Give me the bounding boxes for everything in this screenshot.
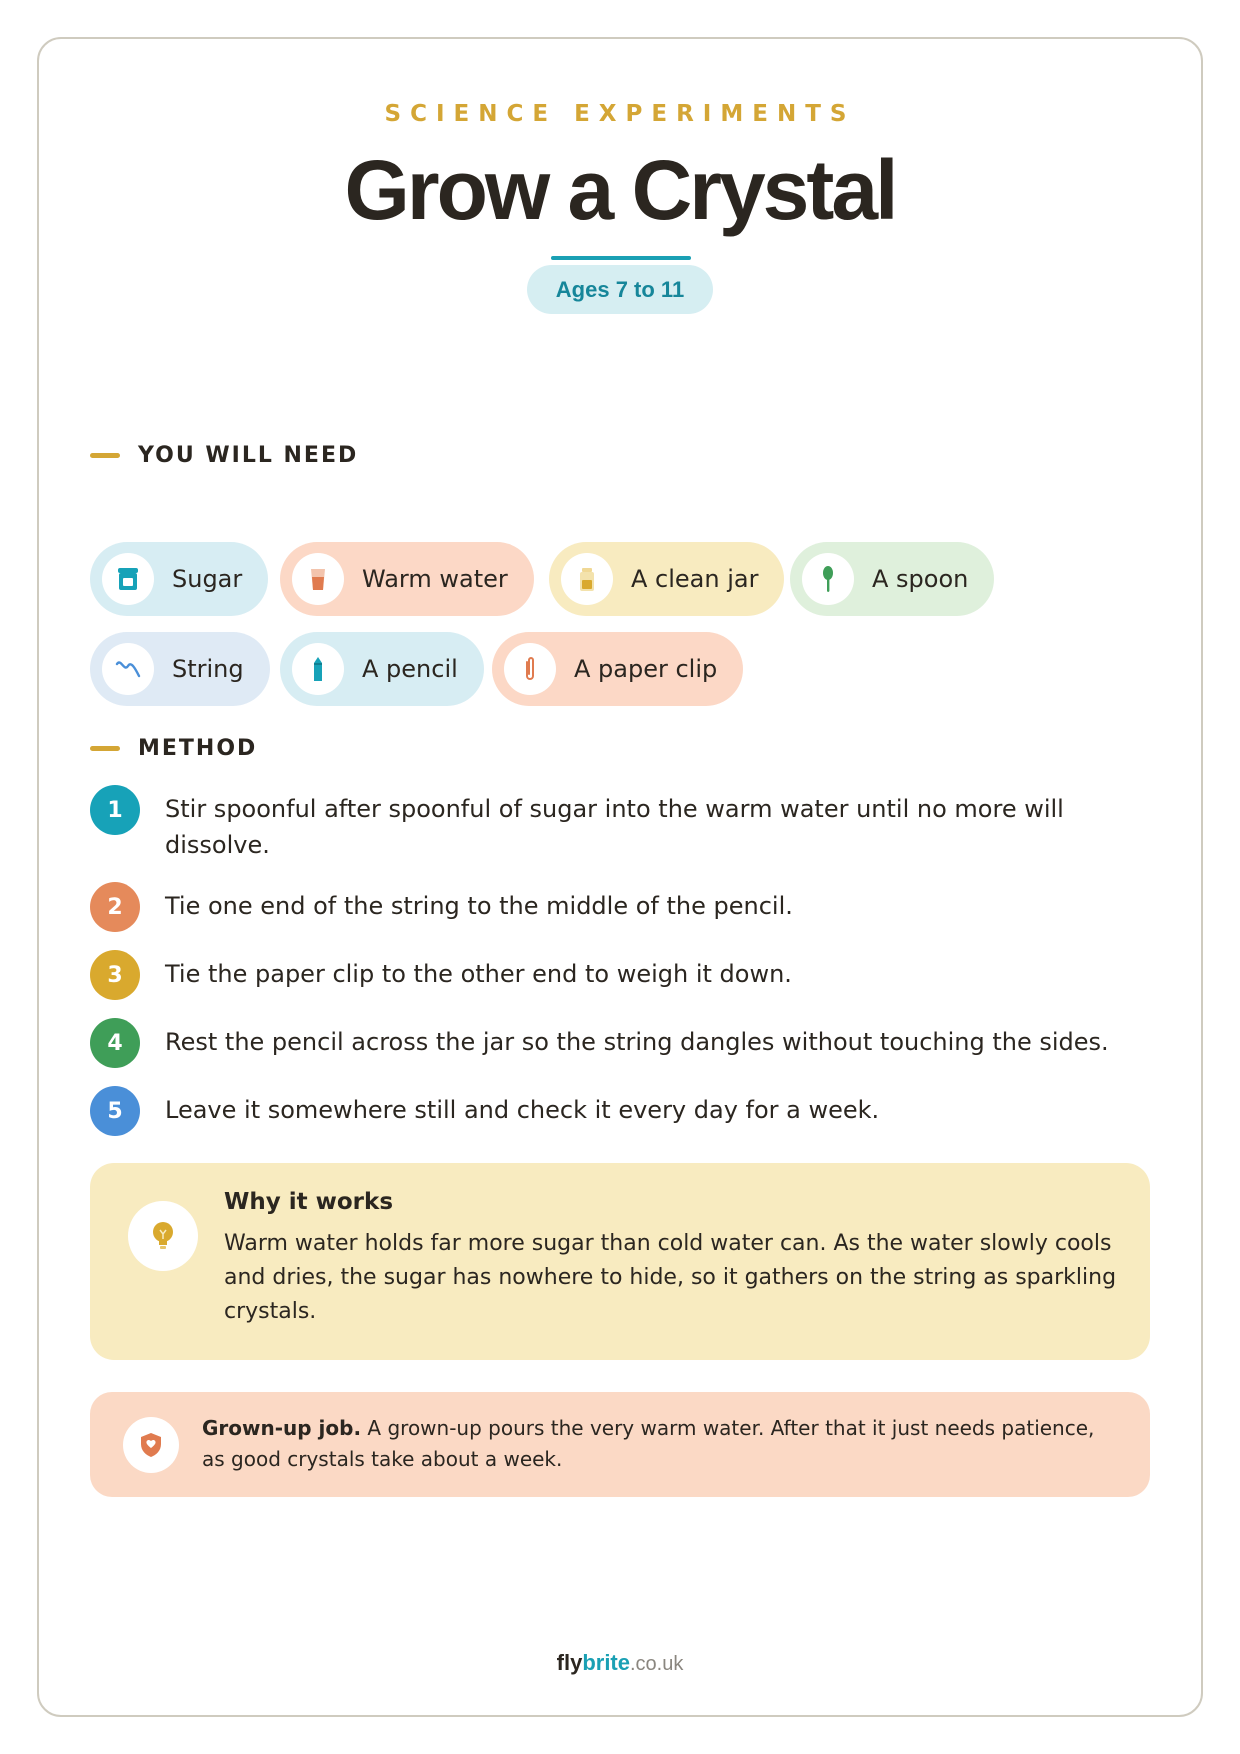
needs-heading xyxy=(90,440,358,470)
lightbulb-icon xyxy=(128,1201,198,1271)
title-underline xyxy=(551,256,691,260)
brand-tld: .co.uk xyxy=(630,1653,684,1675)
spoon-icon xyxy=(802,553,854,605)
shield-icon xyxy=(123,1417,179,1473)
need-label: A paper clip xyxy=(574,655,718,683)
need-item-paper-clip xyxy=(492,632,743,706)
grown-up-text xyxy=(202,1413,1122,1475)
need-item-clean-jar xyxy=(549,542,784,616)
jar-icon xyxy=(561,553,613,605)
heading-bar xyxy=(90,746,120,751)
brand-fly: fly xyxy=(556,1650,583,1675)
age-range-badge: Ages 7 to 11 xyxy=(527,265,713,314)
need-item-string xyxy=(90,632,270,706)
method-step xyxy=(90,950,1150,1000)
why-text: Warm water holds far more sugar than cold water can. As the water slowly cools and dries, the sugar has nowhere to hide, so it gathers on the string as sparkling crystals. xyxy=(224,1231,1117,1324)
method-step xyxy=(90,1086,1150,1136)
section-kicker: SCIENCE EXPERIMENTS xyxy=(384,101,856,127)
why-title: Why it works xyxy=(224,1189,394,1215)
grown-up-note xyxy=(90,1392,1150,1497)
method-heading xyxy=(90,733,257,763)
need-label: A spoon xyxy=(872,565,969,593)
need-label: String xyxy=(172,655,244,683)
pencil-icon xyxy=(292,643,344,695)
method-step xyxy=(90,785,1150,863)
why-it-works-box xyxy=(90,1163,1150,1360)
step-number: 3 xyxy=(90,950,140,1000)
need-item-spoon xyxy=(790,542,994,616)
step-number: 4 xyxy=(90,1018,140,1068)
method-step xyxy=(90,1018,1150,1068)
need-label: A clean jar xyxy=(631,565,759,593)
grown-up-lead: Grown-up job. xyxy=(202,1416,362,1440)
brand-brite: brite xyxy=(582,1650,630,1675)
need-label: Warm water xyxy=(362,565,508,593)
cup-icon xyxy=(292,553,344,605)
sugar-tub-icon xyxy=(102,553,154,605)
step-text: Tie the paper clip to the other end to weigh it down. xyxy=(165,960,792,988)
need-label: Sugar xyxy=(172,565,243,593)
step-number: 2 xyxy=(90,882,140,932)
footer-brand xyxy=(0,1650,1240,1676)
step-number: 5 xyxy=(90,1086,140,1136)
need-item-sugar xyxy=(90,542,268,616)
step-text: Stir spoonful after spoonful of sugar into the warm water until no more will dissolve. xyxy=(165,795,1064,859)
page-title: Grow a Crystal xyxy=(344,143,896,237)
grown-up-body: A grown-up pours the very warm water. After that it just needs patience, as good crystals take about a week. xyxy=(202,1416,1095,1471)
method-step xyxy=(90,882,1150,932)
step-text: Tie one end of the string to the middle of the pencil. xyxy=(165,892,793,920)
string-icon xyxy=(102,643,154,695)
step-text: Leave it somewhere still and check it every day for a week. xyxy=(165,1096,880,1124)
need-item-warm-water xyxy=(280,542,534,616)
step-text: Rest the pencil across the jar so the string dangles without touching the sides. xyxy=(165,1028,1109,1056)
need-item-pencil xyxy=(280,632,484,706)
needs-heading-label: YOU WILL NEED xyxy=(138,442,359,468)
step-number: 1 xyxy=(90,785,140,835)
paper-clip-icon xyxy=(504,643,556,695)
method-heading-label: METHOD xyxy=(138,735,258,761)
heading-bar xyxy=(90,453,120,458)
need-label: A pencil xyxy=(362,655,458,683)
